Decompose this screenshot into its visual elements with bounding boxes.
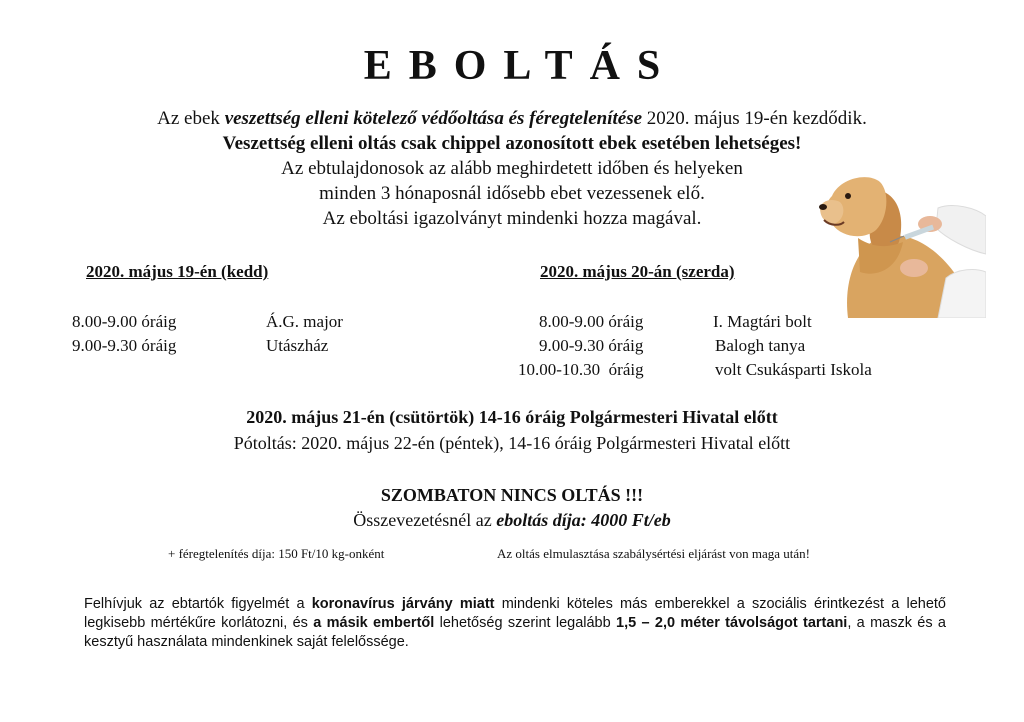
fee-pre: Összevezetésnél az [353,510,497,530]
notice-text-1: Felhívjuk az ebtartók figyelmét a [84,596,312,612]
day3-line: 2020. május 21-én (csütörtök) 14-16 óráig Polgármesteri Hivatal előtt [246,407,778,427]
day2-row1-place: I. Magtári bolt [713,312,812,331]
notice-text-2: mindenki köteles más emberekkel a szociális érintkezést a lehető legkisebb mértékűre korlátozni, és [84,596,946,631]
day2-row1-time: 8.00-9.00 óráig [539,312,644,331]
deworm-fee: + féregtelenítés díja: 150 Ft/10 kg-onként [168,546,385,561]
notice-bold-3: 1,5 – 2,0 méter távolságot tartani [616,615,848,631]
intro-line-1-emphasis: veszettség elleni kötelező védőoltása és féregtelenítése [224,108,643,129]
intro-line-1-pre: Az ebek [157,108,225,129]
corona-notice [84,595,946,652]
day1-heading: 2020. május 19-én (kedd) [86,262,269,281]
fee-amount: eboltás díja: 4000 Ft/eb [496,510,671,530]
day2-row3-time: 10.00-10.30 óráig [518,360,644,379]
day1-row1-place: Á.G. major [266,312,343,331]
fee-line [0,510,1024,531]
page-title: EBOLTÁS [363,43,678,89]
day2-row2-time: 9.00-9.30 óráig [539,336,644,355]
intro-line-2: Veszettség elleni oltás csak chippel azonosított ebek esetében lehetséges! [222,133,802,154]
day2-row2-place: Balogh tanya [715,336,806,355]
day1-row1-time: 8.00-9.00 óráig [72,312,177,331]
day2-row3-place: volt Csukásparti Iskola [715,360,872,379]
intro-line-3: Az ebtulajdonosok az alább meghirdetett időben és helyeken [281,158,743,179]
notice-text-4: , a maszk és a kesztyű használata mindenkinek saját felelőssége. [84,615,946,650]
notice-bold-1: koronavírus járvány miatt [311,596,495,612]
day2-heading: 2020. május 20-án (szerda) [540,262,735,281]
dog-vaccination-illustration [818,168,986,318]
intro-line-1-post: 2020. május 19-én kezdődik. [642,108,867,129]
intro-line-1 [0,106,1024,131]
notice-bold-2: a másik embertől [313,615,435,631]
day1-row [72,310,176,334]
intro-line-5: Az eboltási igazolványt mindenki hozza magával. [322,208,702,229]
intro-line-4: minden 3 hónaposnál idősebb ebet vezessenek elő. [319,183,705,204]
no-saturday-notice: SZOMBATON NINCS OLTÁS !!! [380,485,644,505]
makeup-line: Pótoltás: 2020. május 22-én (péntek), 14-16 óráig Polgármesteri Hivatal előtt [233,433,791,453]
notice-text-3: lehetőség szerint legalább [434,615,617,631]
day1-row2-time: 9.00-9.30 óráig [72,336,177,355]
penalty-note: Az oltás elmulasztása szabálysértési eljárást von maga után! [497,546,810,561]
day1-row2-place: Utászház [266,336,329,355]
